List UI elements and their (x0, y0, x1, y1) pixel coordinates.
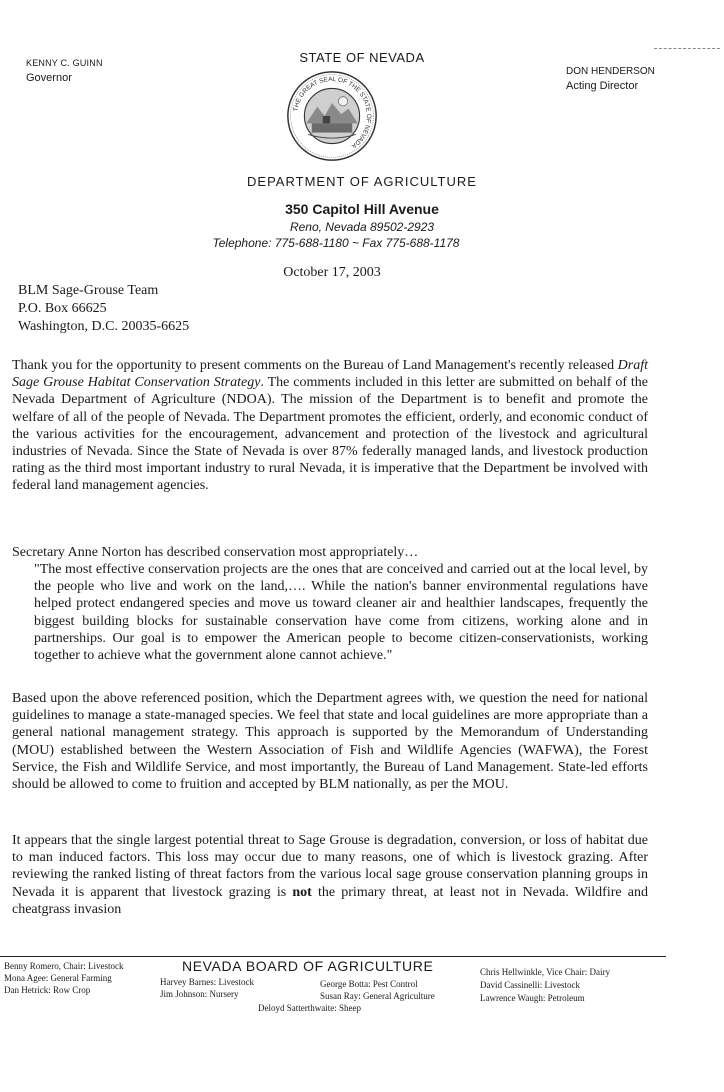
board-member: Deloyd Satterthwaite: Sheep (258, 1003, 361, 1013)
paragraph-threats (12, 832, 648, 918)
footer-divider (0, 956, 666, 957)
recipient-line-1: BLM Sage-Grouse Team (18, 283, 159, 298)
governor-name: KENNY C. GUINN (26, 58, 103, 68)
board-member: Dan Hetrick: Row Crop (4, 985, 91, 995)
director-title: Acting Director (566, 80, 639, 92)
department-address: 350 Capitol Hill Avenue (285, 201, 439, 217)
recipient-line-2: P.O. Box 66625 (18, 301, 107, 316)
board-member: Susan Ray: General Agriculture (320, 991, 435, 1001)
recipient-line-3: Washington, D.C. 20035-6625 (18, 319, 190, 334)
department-phone: Telephone: 775-688-1180 ~ Fax 775-688-1178 (212, 236, 460, 250)
governor-title: Governor (26, 72, 72, 84)
scan-edge-mark (654, 48, 720, 50)
board-member: George Botta: Pest Control (320, 979, 418, 989)
paragraph-intro (12, 357, 648, 495)
paragraph-intro-part2: . The comments included in this letter are submitted on behalf of the Nevada Department of Agriculture (NDOA). The mission of the Department is to benefit and promote the welfare of all of the people of Nevada. The Department promotes the efficient, orderly, and economic conduct of the various activities for the encouragement, advancement and protection of the livestock and agricultural industries of Nevada. Since the State of Nevada is over 87% federally managed lands, and livestock production rating as the third most important industry to rural Nevada, it is imperative that the Department be involved with federal land management agencies. (12, 375, 648, 494)
strategy-title: Draft Sage Grouse Habitat Conservation Strategy (12, 358, 648, 391)
board-member: Chris Hellwinkle, Vice Chair: Dairy (480, 967, 611, 977)
paragraph-threats-part1: It appears that the single largest potential threat to Sage Grouse is degradation, conversion, or loss of habitat due to man induced factors. This loss may occur due to many reasons, one of which is livestock grazing. After reviewing the ranked listing of threat factors from the various local sage grouse conservation planning groups in Nevada it is apparent that livestock grazing is (12, 833, 648, 900)
board-title: NEVADA BOARD OF AGRICULTURE (182, 958, 434, 974)
paragraph-position: Based upon the above referenced position, which the Department agrees with, we question the need for national guidelines to manage a state-managed species. We feel that state and local guidelines are more appropriate than a general national management strategy. This approach is supported by the Memorandum of Understanding (MOU) established between the Western Association of Fish and Wildlife Agencies (WAFWA), the Forest Service, the Fish and Wildlife Service, and most importantly, the Bureau of Land Management. State-led efforts should be allowed to come to fruition and accepted by BLM nationally, as per the MOU. (12, 691, 648, 793)
board-member: David Cassinelli: Livestock (480, 980, 580, 990)
nevada-state-seal-icon (286, 70, 378, 162)
board-member: Jim Johnson: Nursery (160, 989, 239, 999)
letter-date: October 17, 2003 (283, 265, 381, 280)
director-name: DON HENDERSON (566, 66, 655, 77)
board-member: Harvey Barnes: Livestock (160, 977, 254, 987)
board-member: Lawrence Waugh: Petroleum (480, 993, 585, 1003)
quote-intro: Secretary Anne Norton has described conservation most appropriately… (12, 545, 419, 560)
paragraph-threats-part2: the primary threat, at least not in Nevada. Wildfire and cheatgrass invasion (12, 884, 649, 917)
department-city: Reno, Nevada 89502-2923 (289, 220, 435, 234)
paragraph-intro-part1: Thank you for the opportunity to present comments on the Bureau of Land Management's recently released (12, 358, 618, 373)
norton-quote: "The most effective conservation projects are the ones that are conceived and carried out at the local level, by the people who live and work on the land,…. While the nation's banner environmental regulations have helped protect endangered species and move us toward cleaner air and healthier landscapes, frequently the biggest building blocks for sustainable conservation have come from citizens, working alone and in partnerships. Our goal is to empower the American people to become citizen-conservationists, working together to achieve what the government alone cannot achieve." (34, 562, 648, 664)
state-heading: STATE OF NEVADA (299, 50, 425, 65)
board-member: Mona Agee: General Farming (4, 973, 112, 983)
emphasis-not: not (292, 884, 312, 900)
department-name: DEPARTMENT OF AGRICULTURE (247, 174, 477, 189)
seal-text: THE GREAT SEAL OF THE STATE OF NEVADA (292, 75, 372, 150)
board-member: Benny Romero, Chair: Livestock (4, 961, 124, 971)
